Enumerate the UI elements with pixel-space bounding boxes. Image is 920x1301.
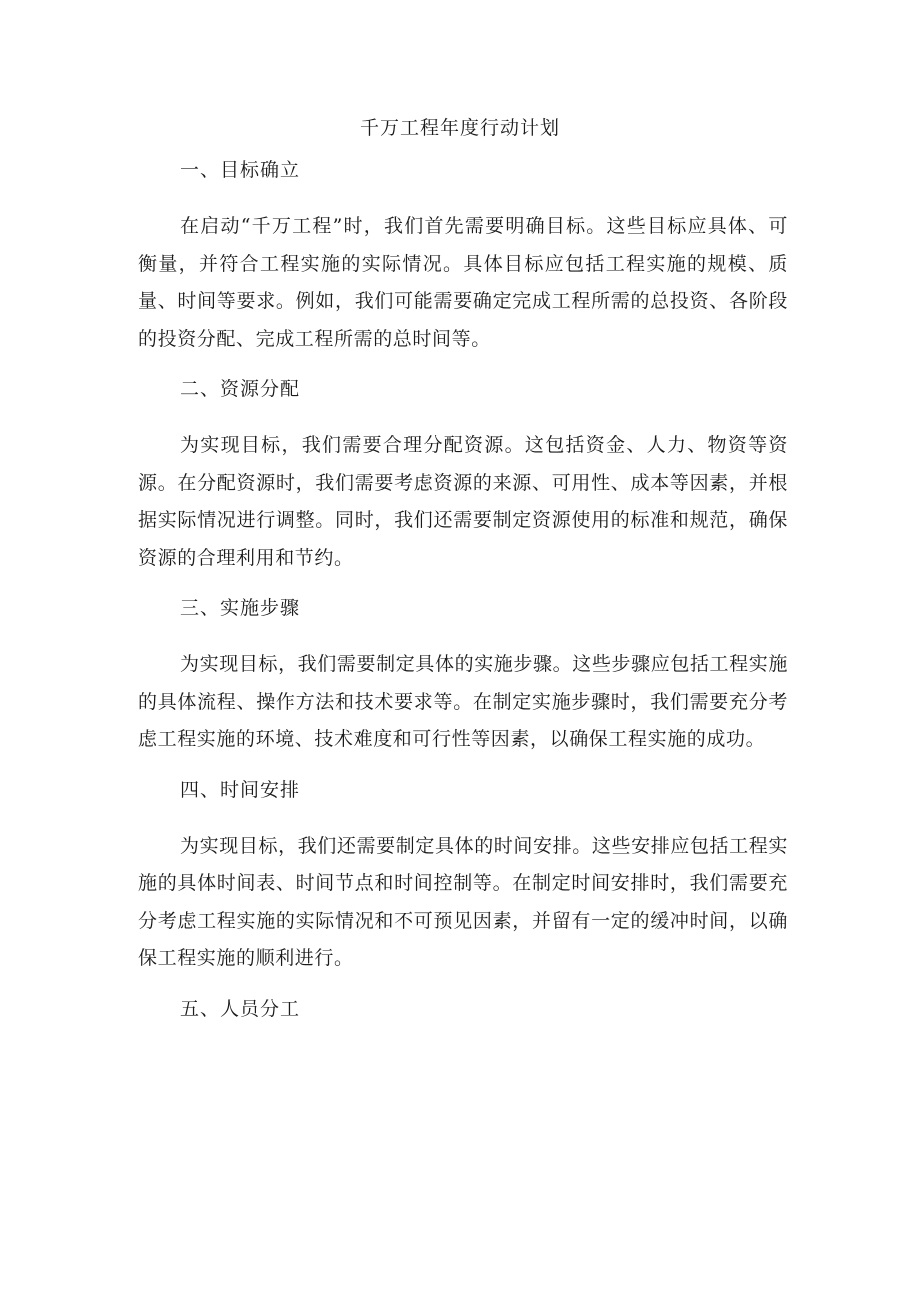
section-heading-steps: 三、实施步骤 — [180, 597, 301, 619]
section-heading-schedule: 四、时间安排 — [180, 778, 301, 801]
document-body — [138, 154, 788, 1047]
section-paragraph-steps: 为实现目标，我们需要制定具体的实施步骤。这些步骤应包括工程实施的具体流程、操作方法和技术要求等。在制定实施步骤时，我们需要充分考虑工程实施的环境、技术难度和可行性等因素，以确保工程实施的成功。 — [138, 653, 788, 750]
section-paragraph-resources: 为实现目标，我们需要合理分配资源。这包括资金、人力、物资等资源。在分配资源时，我们需要考虑资源的来源、可用性、成本等因素，并根据实际情况进行调整。同时，我们还需要制定资源使用的标准和规范，确保资源的合理利用和节约。 — [138, 434, 788, 569]
section-paragraph-goals: 在启动“千万工程”时，我们首先需要明确目标。这些目标应具体、可衡量，并符合工程实施的实际情况。具体目标应包括工程实施的规模、质量、时间等要求。例如，我们可能需要确定完成工程所需的总投资、各阶段的投资分配、完成工程所需的总时间等。 — [138, 215, 788, 350]
section-heading-staffing: 五、人员分工 — [180, 997, 301, 1020]
page-title: 千万工程年度行动计划 — [359, 117, 560, 139]
section-heading-resources: 二、资源分配 — [180, 378, 301, 400]
section-heading-goals: 一、目标确立 — [180, 159, 301, 181]
section-paragraph-schedule: 为实现目标，我们还需要制定具体的时间安排。这些安排应包括工程实施的具体时间表、时间节点和时间控制等。在制定时间安排时，我们需要充分考虑工程实施的实际情况和不可预见因素，并留有一定的缓冲时间，以确保工程实施的顺利进行。 — [138, 834, 788, 969]
